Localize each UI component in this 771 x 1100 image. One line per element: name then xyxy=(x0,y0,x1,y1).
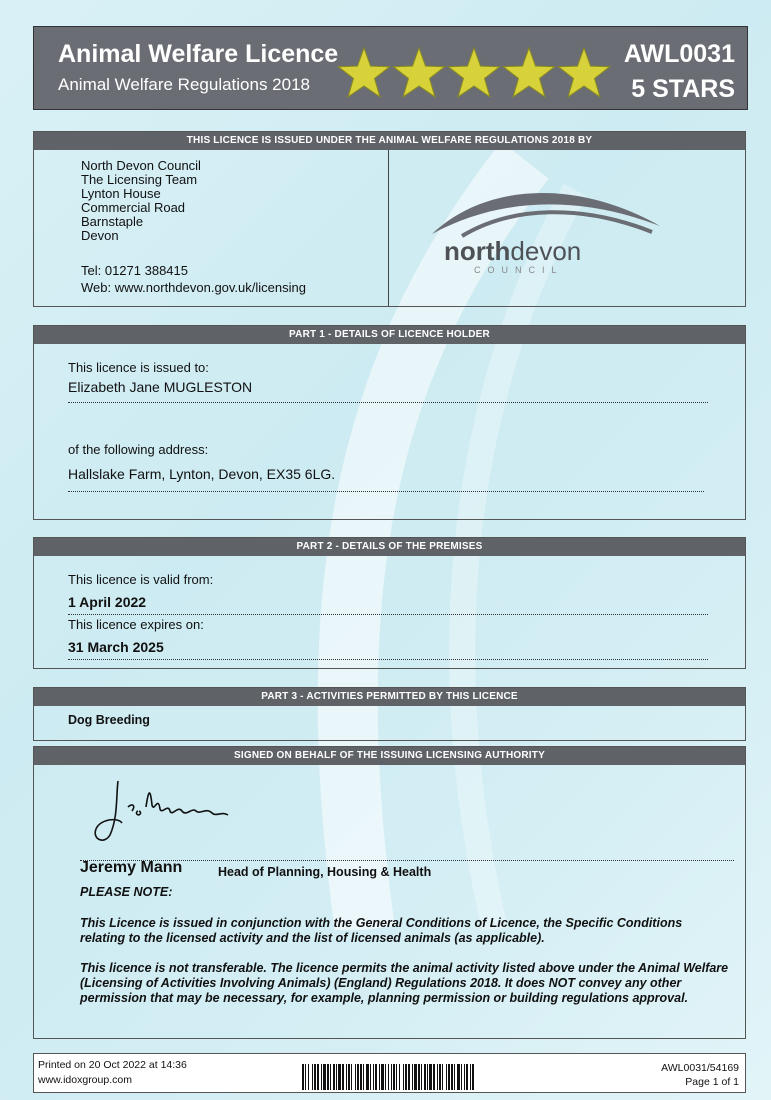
signatory-name: Jeremy Mann xyxy=(80,859,183,876)
handwritten-signature xyxy=(88,777,238,849)
council-logo-text xyxy=(444,236,581,267)
issued-to-label: This licence is issued to: xyxy=(68,360,209,375)
issuer-tel: Tel: 01271 388415 xyxy=(81,263,188,278)
star-icon xyxy=(338,48,389,97)
star-icon xyxy=(448,48,499,97)
issuer-address-line: The Licensing Team xyxy=(81,172,198,187)
issuer-address-line: Commercial Road xyxy=(81,200,186,215)
note-conditions: This Licence is issued in conjunction with the General Conditions of Licence, the Specific Conditions relating to the licensed activity and the list of licensed animals (as applicable). xyxy=(80,916,683,945)
holder-address: Hallslake Farm, Lynton, Devon, EX35 6LG. xyxy=(68,466,336,482)
please-note-heading: PLEASE NOTE: xyxy=(80,885,173,899)
council-logo-north: north xyxy=(444,236,511,266)
activities-section xyxy=(33,687,746,741)
star-icon xyxy=(393,48,444,97)
issuer-section xyxy=(33,131,746,307)
part3-heading: PART 3 - ACTIVITIES PERMITTED BY THIS LICENCE xyxy=(34,688,745,706)
issuer-address-line: Lynton House xyxy=(81,186,161,201)
footer-website: www.idoxgroup.com xyxy=(38,1074,132,1086)
part1-heading: PART 1 - DETAILS OF LICENCE HOLDER xyxy=(34,326,745,344)
part2-heading: PART 2 - DETAILS OF THE PREMISES xyxy=(34,538,745,556)
page-number: Page 1 of 1 xyxy=(685,1076,739,1088)
star-rating-label: 5 STARS xyxy=(631,75,735,103)
print-footer xyxy=(33,1053,746,1093)
issuer-address-line: Barnstaple xyxy=(81,214,144,229)
valid-from-line xyxy=(68,614,708,615)
note-transferable: This licence is not transferable. The licence permits the animal activity listed above under the Animal Welfare (Licensing of Activities Involving Animals) (England) Regulations 2018. It does NOT convey any other permission that may be necessary, for example, planning permission or building regulations approval. xyxy=(80,961,729,1005)
star-icon xyxy=(503,48,554,97)
council-logo-council: COUNCIL xyxy=(474,265,564,275)
valid-from-date: 1 April 2022 xyxy=(68,594,147,610)
licence-header xyxy=(33,26,748,110)
holder-address-line xyxy=(68,491,704,492)
licence-code: AWL0031 xyxy=(623,40,735,68)
signatory-title: Head of Planning, Housing & Health xyxy=(218,865,432,879)
barcode xyxy=(302,1064,474,1090)
issuer-address-line: Devon xyxy=(81,228,119,243)
printed-timestamp: Printed on 20 Oct 2022 at 14:36 xyxy=(38,1059,187,1071)
issuer-divider xyxy=(388,150,389,306)
signature-heading: SIGNED ON BEHALF OF THE ISSUING LICENSING AUTHORITY xyxy=(34,747,745,765)
expires-label: This licence expires on: xyxy=(68,617,204,632)
signature-section xyxy=(33,746,746,1039)
star-icon xyxy=(558,48,609,97)
issuer-web: Web: www.northdevon.gov.uk/licensing xyxy=(81,280,306,295)
council-logo-devon: devon xyxy=(510,236,582,266)
licence-title: Animal Welfare Licence xyxy=(58,40,339,68)
licence-subtitle: Animal Welfare Regulations 2018 xyxy=(58,75,310,94)
holder-name: Elizabeth Jane MUGLESTON xyxy=(68,379,253,395)
premises-section xyxy=(33,537,746,669)
valid-from-label: This licence is valid from: xyxy=(68,572,214,587)
expires-line xyxy=(68,659,708,660)
star-rating-icons xyxy=(334,45,634,105)
issuer-address-line: North Devon Council xyxy=(81,158,201,173)
holder-name-line xyxy=(68,402,708,403)
activity-item: Dog Breeding xyxy=(68,713,150,727)
council-logo-swoosh xyxy=(422,176,662,240)
issuer-heading: THIS LICENCE IS ISSUED UNDER THE ANIMAL WELFARE REGULATIONS 2018 BY xyxy=(34,132,745,150)
expires-date: 31 March 2025 xyxy=(68,639,164,655)
address-label: of the following address: xyxy=(68,442,209,457)
document-reference: AWL0031/54169 xyxy=(661,1062,739,1074)
licence-holder-section xyxy=(33,325,746,520)
